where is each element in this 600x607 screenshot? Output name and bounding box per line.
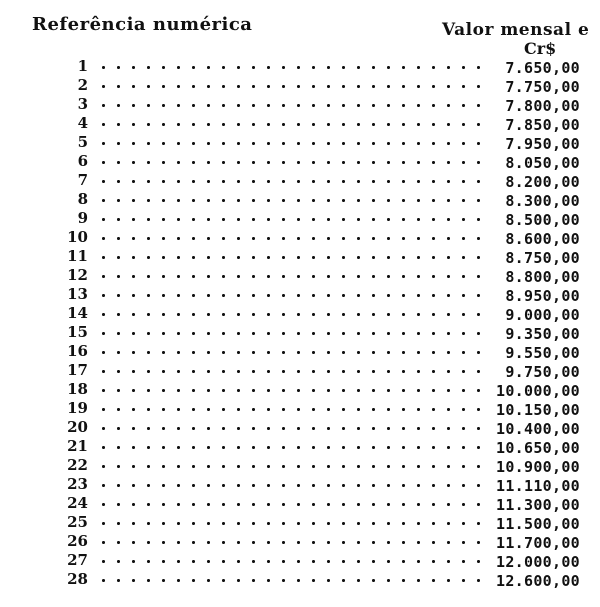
table-row — [60, 456, 580, 475]
reference-number: 17 — [67, 361, 88, 379]
monthly-value: 8.500,00 — [505, 211, 580, 229]
dotted-leader — [96, 103, 486, 108]
table-row — [60, 190, 580, 209]
reference-number: 24 — [67, 494, 88, 512]
reference-number: 15 — [67, 323, 88, 341]
monthly-value: 8.950,00 — [505, 287, 580, 305]
table-row — [60, 323, 580, 342]
reference-number: 21 — [67, 437, 88, 455]
dotted-leader — [96, 255, 486, 260]
monthly-value: 11.500,00 — [496, 515, 580, 533]
dotted-leader — [96, 559, 486, 564]
reference-number: 10 — [67, 228, 88, 246]
dotted-leader — [96, 578, 486, 583]
reference-number: 6 — [77, 152, 88, 170]
reference-number: 12 — [67, 266, 88, 284]
reference-number: 8 — [77, 190, 88, 208]
reference-number: 23 — [67, 475, 88, 493]
dotted-leader — [96, 65, 486, 70]
dotted-leader — [96, 521, 486, 526]
table-row — [60, 76, 580, 95]
monthly-value: 9.000,00 — [505, 306, 580, 324]
monthly-value: 8.050,00 — [505, 154, 580, 172]
dotted-leader — [96, 312, 486, 317]
table-row — [60, 266, 580, 285]
dotted-leader — [96, 540, 486, 545]
monthly-value: 7.850,00 — [505, 116, 580, 134]
table-row — [60, 228, 580, 247]
dotted-leader — [96, 293, 486, 298]
reference-number: 19 — [67, 399, 88, 417]
reference-number: 9 — [77, 209, 88, 227]
monthly-value: 8.600,00 — [505, 230, 580, 248]
dotted-leader — [96, 179, 486, 184]
dotted-leader — [96, 236, 486, 241]
monthly-value: 9.550,00 — [505, 344, 580, 362]
reference-number: 7 — [77, 171, 88, 189]
table-row — [60, 418, 580, 437]
dotted-leader — [96, 388, 486, 393]
monthly-value: 11.300,00 — [496, 496, 580, 514]
table-row — [60, 532, 580, 551]
reference-number: 25 — [67, 513, 88, 531]
reference-number: 4 — [77, 114, 88, 132]
monthly-value: 12.000,00 — [496, 553, 580, 571]
monthly-value: 9.350,00 — [505, 325, 580, 343]
table-row — [60, 152, 580, 171]
table-row — [60, 494, 580, 513]
table-row — [60, 114, 580, 133]
monthly-value: 11.700,00 — [496, 534, 580, 552]
monthly-value: 7.750,00 — [505, 78, 580, 96]
dotted-leader — [96, 502, 486, 507]
dotted-leader — [96, 331, 486, 336]
dotted-leader — [96, 122, 486, 127]
monthly-value: 10.900,00 — [496, 458, 580, 476]
monthly-value: 8.750,00 — [505, 249, 580, 267]
monthly-value: 9.750,00 — [505, 363, 580, 381]
reference-number: 1 — [77, 57, 88, 75]
reference-column-header: Referência numérica — [32, 14, 253, 35]
dotted-leader — [96, 198, 486, 203]
table-row — [60, 247, 580, 266]
reference-number: 5 — [77, 133, 88, 151]
table-row — [60, 399, 580, 418]
monthly-value: 10.000,00 — [496, 382, 580, 400]
dotted-leader — [96, 350, 486, 355]
dotted-leader — [96, 445, 486, 450]
table-row — [60, 171, 580, 190]
reference-number: 22 — [67, 456, 88, 474]
table-row — [60, 380, 580, 399]
table-row — [60, 304, 580, 323]
value-column-header: Valor mensal e — [442, 20, 590, 40]
reference-number: 20 — [67, 418, 88, 436]
dotted-leader — [96, 407, 486, 412]
reference-number: 18 — [67, 380, 88, 398]
monthly-value: 7.950,00 — [505, 135, 580, 153]
dotted-leader — [96, 464, 486, 469]
reference-number: 27 — [67, 551, 88, 569]
dotted-leader — [96, 160, 486, 165]
table-row — [60, 209, 580, 228]
table-row — [60, 475, 580, 494]
reference-number: 2 — [77, 76, 88, 94]
monthly-value: 10.650,00 — [496, 439, 580, 457]
table-row — [60, 57, 580, 76]
dotted-leader — [96, 426, 486, 431]
monthly-value: 11.110,00 — [496, 477, 580, 495]
monthly-value: 10.400,00 — [496, 420, 580, 438]
table-row — [60, 133, 580, 152]
reference-number: 3 — [77, 95, 88, 113]
table-row — [60, 513, 580, 532]
dotted-leader — [96, 84, 486, 89]
reference-number: 11 — [67, 247, 88, 265]
monthly-value: 7.650,00 — [505, 59, 580, 77]
monthly-value: 7.800,00 — [505, 97, 580, 115]
dotted-leader — [96, 369, 486, 374]
reference-number: 28 — [67, 570, 88, 588]
table-row — [60, 342, 580, 361]
dotted-leader — [96, 217, 486, 222]
table-row — [60, 551, 580, 570]
table-row — [60, 95, 580, 114]
reference-number: 16 — [67, 342, 88, 360]
monthly-value: 8.800,00 — [505, 268, 580, 286]
reference-number: 14 — [67, 304, 88, 322]
table-row — [60, 285, 580, 304]
monthly-value: 8.300,00 — [505, 192, 580, 210]
reference-number: 26 — [67, 532, 88, 550]
table-row — [60, 437, 580, 456]
table-row — [60, 570, 580, 589]
table-row — [60, 361, 580, 380]
currency-label: Cr$ — [524, 39, 557, 58]
monthly-value: 12.600,00 — [496, 572, 580, 590]
reference-number: 13 — [67, 285, 88, 303]
dotted-leader — [96, 141, 486, 146]
dotted-leader — [96, 483, 486, 488]
dotted-leader — [96, 274, 486, 279]
monthly-value: 8.200,00 — [505, 173, 580, 191]
monthly-value: 10.150,00 — [496, 401, 580, 419]
